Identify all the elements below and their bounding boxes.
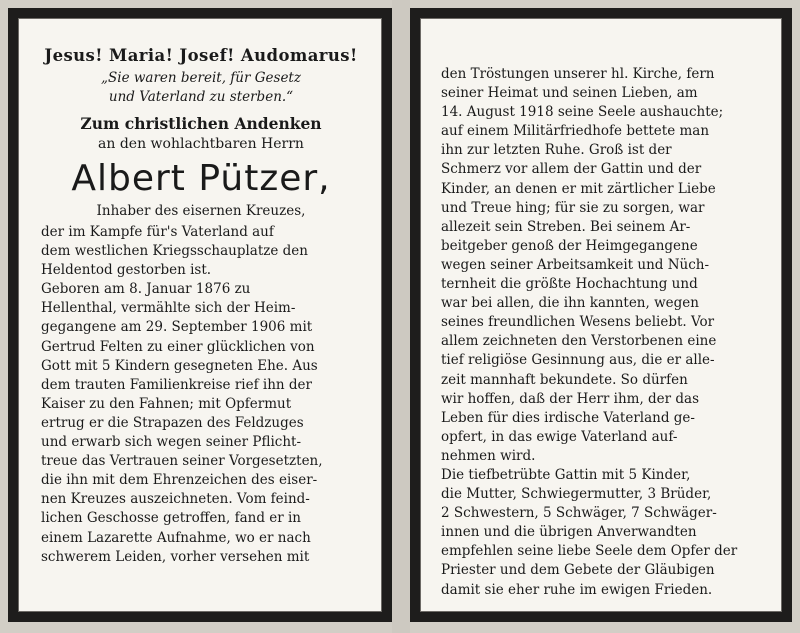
deceased-name: Albert Pützer, <box>71 158 331 199</box>
epigraph-quote: „Sie waren bereit, für Gesetz und Vaterland zu sterben.“ <box>101 70 301 105</box>
right-panel <box>410 8 792 622</box>
memorial-heading: Zum christlichen Andenken <box>80 114 322 133</box>
salutation: an den wohlachtbaren Herrn <box>98 136 304 152</box>
right-page <box>420 18 782 612</box>
biography-continuation-text: den Tröstungen unserer hl. Kirche, fern seiner Heimat und seinen Lieben, am 14. August 1918 seine Seele aushauchte; auf einem Militärfriedhofe bettete man ihn zur letzten Ruhe. Groß ist der Schmerz vor allem der Gattin und der Kinder, an denen er mit zärtlicher Liebe und Treue hing; für sie zu sorgen, war allezeit sein Streben. Bei seinem Ar- beitgeber genoß der Heimgegangene wegen seiner Arbeitsamkeit und Nüch- ternheit die größte Hochachtung und war bei allen, die ihn kannten, wegen seines freundlichen Wesens beliebt. Vor allem zeichneten den Verstorbenen eine tief religiöse Gesinnung aus, die er alle- zeit mannhaft bekundete. So dürfen wir hoffen, daß der Herr ihm, der das Leben für dies irdische Vaterland ge- opfert, in das ewige Vaterland auf- nehmen wird. Die tiefbetrübte Gattin mit 5 Kinder, die Mutter, Schwiegermutter, 3 Brüder, 2 Schwestern, 5 Schwäger, 7 Schwäger- innen und die übrigen Anverwandten empfehlen seine liebe Seele dem Opfer der Priester und dem Gebete der Gläubigen damit sie eher ruhe im ewigen Frieden. <box>441 66 738 598</box>
card-fold <box>392 0 410 633</box>
invocation: Jesus! Maria! Josef! Audomarus! <box>44 46 358 65</box>
left-panel <box>8 8 392 622</box>
honor-line: Inhaber des eisernen Kreuzes, <box>96 203 306 219</box>
biography-text: der im Kampfe für's Vaterland auf dem westlichen Kriegsschauplatze den Heldentod gestorben ist. Geboren am 8. Januar 1876 zu Hellenthal, vermählte sich der Heim- gegangene am 29. September 1906 mit Gertrud Felten zu einer glücklichen von Gott mit 5 Kindern gesegneten Ehe. Aus dem trauten Familienkreise rief ihn der Kaiser zu den Fahnen; mit Opfermut ertrug er die Strapazen des Feldzuges und erwarb sich wegen seiner Pflicht- treue das Vertrauen seiner Vorgesetzten, die ihn mit dem Ehrenzeichen des eiser- nen Kreuzes auszeichneten. Vom feind- lichen Geschosse getroffen, fand er in einem Lazarette Aufnahme, wo er nach schwerem Leiden, vorher versehen mit <box>41 224 323 565</box>
left-page <box>18 18 382 612</box>
